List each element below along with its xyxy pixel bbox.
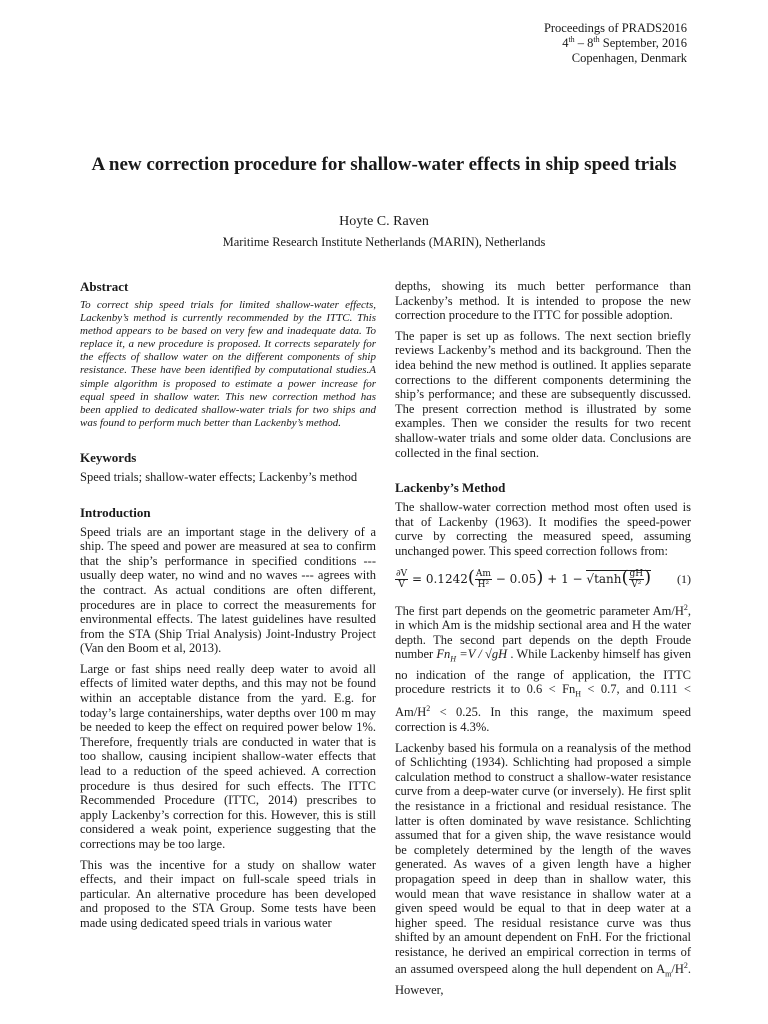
lackenby-heading: Lackenby’s Method: [395, 480, 506, 496]
proceedings-header: [544, 21, 687, 66]
abstract-text: To correct ship speed trials for limited shallow-water effects, Lackenby’s method is currently recommended by the ITTC. This method appears to be based on very few and inadequate data. To replace it, a new procedure is proposed. It corrects separately for the effects of shallow water on the different components of ship resistance. These have been identified by computational studies.A simple algorithm is proposed to estimate a power increase for equal speed in shallow water. This new correction method has been applied to dedicated shallow-water trials for two ships and was found to perform much better than Lackenby’s method.: [80, 299, 376, 429]
equation-body: $\frac{\partial V}{V}$ = 0.1242( $\frac{Am}{\text{H²}}$ − 0.05) + 1 − √tanh( $\frac{gH}{\text{V²}}$ ): [396, 567, 652, 590]
proceedings-name: Proceedings of PRADS2016: [543, 21, 687, 35]
keywords-heading: Keywords: [80, 449, 137, 465]
equation-number: (1): [677, 572, 691, 587]
author-name: Hoyte C. Raven: [339, 214, 429, 229]
intro-paragraph: Large or fast ships need really deep water to avoid all effects of limited water depths, and this may not be found within an acceptable distance from the yard. E.g. for today’s large containerships, water depths over 100 m may be needed to keep the effect on required power below 1%. Therefore, frequently trials are conducted in water that is too shallow, causing incipient shallow-water effects that lead to a reduction of the speed achieved. A correction procedure is thus desired for such effects. The ITTC Recommended Procedure (ITTC, 2014) prescribes to apply Lackenby’s correction for this. However, this is still considered a weak point, experience suggesting that the corrections may be too large.: [80, 661, 376, 851]
right-column: [395, 279, 691, 1003]
abstract-heading: Abstract: [80, 279, 129, 294]
paper-title: A new correction procedure for shallow-water effects in ship speed trials: [91, 154, 677, 175]
schlichting-paragraph: Lackenby based his formula on a reanalysis of the method of Schlichting (1934). Schlichting had proposed a simple calculation method to construct a shallow-water resistance curve from a deep-water curve (or inversely). He first split the resistance in a frictional and residual resistance. The latter is often dominated by wave resistance. Schlichting assumed that for a given ship, the wave resistance would be completely determined by the length of the waves generated. As waves of a given length have a higher propagation speed in deep than in shallow water, this would mean that wave resistance in shallow water at a given speed would be equal to that in deep water at a higher speed. The residual resistance curve was thus shifted by an amount dependent on FnH. For the frictional resistance, he derived an empirical correction in terms of an assumed overspeed along the hull dependent on $A_m/H^2$. However,: [395, 740, 691, 997]
equation-1: [395, 565, 691, 595]
intro-paragraph: This was the incentive for a study on shallow water effects, and their impact on full-scale speed trials in particular. An alternative procedure has been developed and proposed to the STA Group. Some tests have been made using dedicated speed trials in various water: [80, 857, 376, 930]
left-column: [80, 279, 376, 937]
equation-explanation: The first part depends on the geometric parameter $Am/H^2$, in which Am is the midship sectional area and H the water depth. The second part depends on the depth Froude number $Fn_H =V / √gH$ . While Lackenby himself has given no indication of the range of application, the ITTC procedure restricts it to $0.6 < Fn_H < 0.7$, and $0.111 < Am/H^2 < 0.25$. In this range, the maximum speed correction is 4.3%.: [395, 602, 691, 734]
intro-paragraph: Speed trials are an important stage in the delivery of a ship. The speed and power are measured at sea to confirm that the ship’s performance in specified conditions --- usually deep water, no wind and no waves --- agrees with the contract. As actual conditions are often different, procedures are in place to correct the measurements for environmental effects. The latest guidelines have resulted from the STA (Ship Trial Analysis) Joint-Industry Project (Van den Boom et al, 2013).: [80, 524, 376, 656]
outline-paragraph: The paper is set up as follows. The next section briefly reviews Lackenby’s method and its background. Then the idea behind the new method is outlined. It applies separate corrections to the different components determining the ship’s performance; and these are subsequently discussed. The present correction method is illustrated by some examples. Then we consider the results for two recent shallow-water trials and some older data. Conclusions are collected in the final section.: [395, 328, 691, 460]
lackenby-intro: The shallow-water correction method most often used is that of Lackenby (1963). It modifies the speed-power curve by correcting the measured speed, assuming unchanged power. This speed correction follows from:: [395, 500, 691, 558]
keywords-text: Speed trials; shallow-water effects; Lackenby’s method: [80, 469, 358, 484]
intro-paragraph-continued: depths, showing its much better performance than Lackenby’s method. It is intended to propose the new correction procedure to the ITTC for possible adoption.: [395, 279, 691, 323]
sqrt-term: √tanh( $\frac{gH}{\text{V²}}$ ): [586, 567, 652, 590]
introduction-heading: Introduction: [80, 504, 151, 520]
author-affiliation: Maritime Research Institute Netherlands (MARIN), Netherlands: [222, 235, 546, 249]
proceedings-date: 4th – 8th September, 2016: [562, 34, 687, 50]
proceedings-location: Copenhagen, Denmark: [571, 51, 687, 65]
